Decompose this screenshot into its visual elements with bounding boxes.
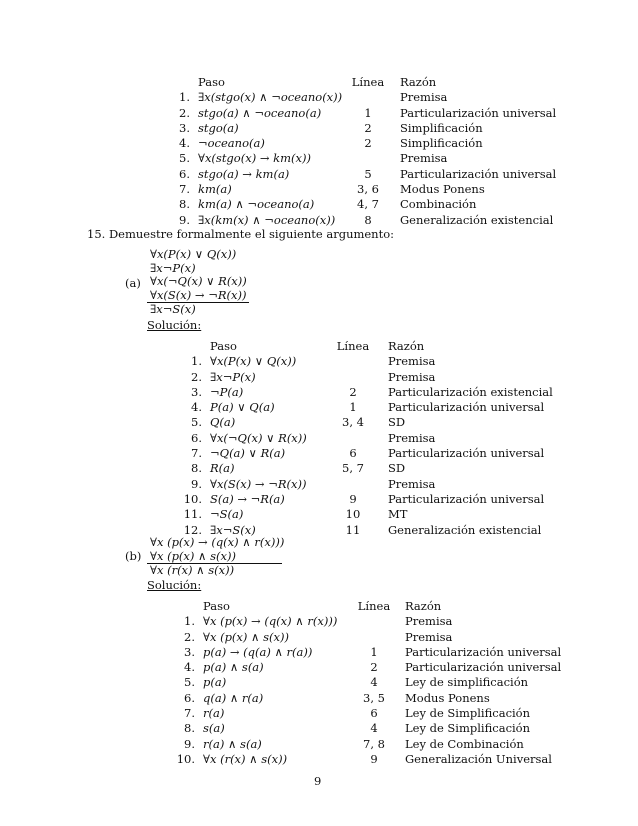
premise: ∃x¬P(x) [150, 260, 196, 275]
premise: ∀x(P(x) ∨ Q(x)) [150, 247, 237, 261]
table-row [180, 477, 553, 492]
step-formula: ∀x(P(x) ∨ Q(x)) [210, 354, 297, 369]
step-reason: Generalización existencial [388, 522, 542, 537]
step-formula: stgo(a) [198, 120, 239, 135]
step-number: 1. [179, 90, 190, 105]
conclusion: ∃x¬S(x) [150, 302, 196, 316]
table-header-row [168, 75, 556, 90]
step-line-ref [328, 354, 378, 369]
step-line-ref [328, 431, 378, 446]
step-formula: ∀x(stgo(x) → km(x)) [198, 151, 311, 166]
table-row [170, 721, 561, 736]
step-formula: p(a) ∧ s(a) [203, 660, 264, 675]
step-reason: Premisa [388, 476, 436, 491]
step-line-ref: 5, 7 [342, 461, 364, 476]
step-line-ref: 6 [370, 706, 378, 721]
step-reason: Premisa [388, 369, 436, 384]
step-line-ref: 3, 6 [357, 182, 379, 197]
step-number: 5. [179, 151, 190, 166]
table-row [170, 614, 561, 629]
table-row [168, 106, 556, 121]
step-number: 8. [191, 461, 202, 476]
step-line-ref: 7, 8 [363, 736, 385, 751]
step-number: 3. [184, 644, 195, 659]
table-row [168, 121, 556, 136]
step-reason: Modus Ponens [405, 690, 490, 705]
step-number: 5. [191, 415, 202, 430]
step-number: 7. [179, 182, 190, 197]
part-b-solution-label: Solución: [147, 578, 202, 592]
step-number: 12. [183, 522, 202, 537]
step-line-ref: 3, 4 [342, 415, 364, 430]
step-number: 8. [179, 197, 190, 212]
table-row [180, 507, 553, 522]
step-reason: Combinación [400, 197, 477, 212]
proof-table-a [180, 339, 553, 538]
header-razon: Razón [388, 339, 425, 353]
proof-table [168, 75, 556, 228]
part-a-label: (a) [125, 276, 141, 290]
step-formula: km(a) [198, 182, 232, 197]
step-formula: ¬S(a) [210, 507, 244, 522]
step-number: 7. [191, 446, 202, 461]
part-a-argument [150, 248, 249, 317]
step-number: 1. [191, 354, 202, 369]
table-row [170, 706, 561, 721]
exercise-text: Demuestre formalmente el siguiente argumento: [108, 227, 395, 241]
step-formula: s(a) [203, 721, 225, 736]
step-reason: Particularización universal [405, 660, 562, 675]
table-row [168, 182, 556, 197]
step-number: 10. [183, 491, 202, 506]
step-line-ref: 1 [349, 400, 357, 415]
table-row [180, 431, 553, 446]
step-formula: ¬P(a) [210, 384, 244, 399]
step-line-ref: 4, 7 [357, 197, 379, 212]
step-reason: Particularización universal [388, 446, 545, 461]
step-formula: ¬oceano(a) [198, 136, 265, 151]
step-line-ref: 2 [370, 660, 378, 675]
step-line-ref: 11 [345, 522, 361, 537]
proof-table [180, 339, 553, 538]
step-formula: q(a) ∧ r(a) [203, 690, 264, 705]
header-paso: Paso [210, 339, 237, 353]
step-number: 3. [179, 120, 190, 135]
step-reason: Premisa [405, 614, 453, 629]
step-formula: km(a) ∧ ¬oceano(a) [198, 197, 315, 212]
premise: ∀x (p(x) → (q(x) ∧ r(x))) [150, 535, 285, 549]
step-formula: ∃x(km(x) ∧ ¬oceano(x)) [198, 212, 336, 227]
table-row [170, 660, 561, 675]
step-reason: Premisa [405, 629, 453, 644]
step-reason: Ley de Combinación [405, 736, 524, 751]
step-formula: ¬Q(a) ∨ R(a) [210, 446, 286, 461]
step-reason: Ley de Simplificación [405, 706, 531, 721]
step-reason: Ley de Simplificación [405, 721, 531, 736]
step-line-ref: 2 [364, 136, 372, 151]
proof-table [170, 599, 561, 767]
step-number: 9. [191, 476, 202, 491]
step-formula: p(a) → (q(a) ∧ r(a)) [203, 644, 313, 659]
step-line-ref [328, 370, 378, 385]
step-formula: P(a) ∨ Q(a) [210, 400, 275, 415]
proof-table-1 [168, 75, 556, 228]
header-paso: Paso [198, 75, 225, 89]
step-reason: Particularización universal [388, 491, 545, 506]
table-row [168, 213, 556, 228]
step-number: 4. [191, 400, 202, 415]
table-row [180, 492, 553, 507]
table-row [168, 167, 556, 182]
table-row [180, 461, 553, 476]
step-reason: Particularización universal [388, 400, 545, 415]
step-formula: ∀x (r(x) ∧ s(x)) [203, 751, 288, 766]
step-line-ref: 2 [364, 120, 372, 135]
step-formula: Q(a) [210, 415, 236, 430]
table-row [180, 385, 553, 400]
step-formula: R(a) [210, 461, 235, 476]
step-number: 10. [176, 751, 195, 766]
step-formula: ∀x (p(x) → (q(x) ∧ r(x))) [203, 614, 338, 629]
table-header-row [180, 339, 553, 354]
table-row [180, 400, 553, 415]
step-reason: Particularización universal [405, 644, 562, 659]
step-reason: Particularización universal [400, 105, 557, 120]
step-line-ref: 5 [364, 166, 372, 181]
step-line-ref: 9 [370, 751, 378, 766]
step-reason: Premisa [400, 151, 448, 166]
step-number: 2. [184, 629, 195, 644]
table-row [180, 370, 553, 385]
table-header-row [170, 599, 561, 614]
step-reason: Ley de simplificación [405, 675, 529, 690]
step-line-ref: 1 [364, 105, 372, 120]
step-formula: ∃x¬P(x) [210, 369, 256, 384]
step-reason: Modus Ponens [400, 182, 485, 197]
step-reason: Premisa [388, 354, 436, 369]
header-paso: Paso [203, 599, 230, 613]
premise: ∀x (p(x) ∧ s(x)) [150, 548, 236, 563]
step-formula: stgo(a) ∧ ¬oceano(a) [198, 105, 322, 120]
page-number: 9 [314, 774, 322, 788]
conclusion: ∀x (r(x) ∧ s(x)) [150, 563, 235, 577]
exercise-heading [87, 227, 394, 241]
step-line-ref: 4 [370, 675, 378, 690]
step-reason: Simplificación [400, 120, 483, 135]
table-row [168, 136, 556, 151]
step-number: 2. [191, 369, 202, 384]
step-line-ref [346, 151, 390, 166]
exercise-number: 15. [87, 227, 106, 241]
step-reason: Generalización Universal [405, 751, 552, 766]
table-row [170, 630, 561, 645]
step-formula: ∀x(S(x) → ¬R(x)) [210, 476, 307, 491]
step-number: 4. [179, 136, 190, 151]
table-row [170, 737, 561, 752]
step-formula: p(a) [203, 675, 227, 690]
step-number: 11. [183, 507, 202, 522]
table-row [168, 197, 556, 212]
step-line-ref [346, 90, 390, 105]
step-number: 1. [184, 614, 195, 629]
step-formula: ∀x (p(x) ∧ s(x)) [203, 629, 289, 644]
header-linea: Línea [357, 599, 391, 613]
step-reason: MT [388, 507, 408, 522]
step-number: 9. [184, 736, 195, 751]
step-number: 6. [191, 430, 202, 445]
step-line-ref: 6 [349, 446, 357, 461]
step-formula: stgo(a) → km(a) [198, 166, 290, 181]
step-formula: ∀x(¬Q(x) ∨ R(x)) [210, 430, 307, 445]
part-b-argument [150, 536, 284, 578]
step-line-ref: 3, 5 [363, 690, 385, 705]
step-reason: SD [388, 461, 406, 476]
table-row [170, 645, 561, 660]
step-formula: ∃x¬S(x) [210, 522, 256, 537]
step-reason: Particularización existencial [388, 384, 553, 399]
step-reason: Premisa [388, 430, 436, 445]
table-row [168, 151, 556, 166]
step-line-ref [328, 477, 378, 492]
table-row [180, 446, 553, 461]
step-line-ref: 1 [370, 644, 378, 659]
table-row [170, 675, 561, 690]
table-row [170, 752, 561, 767]
step-number: 9. [179, 212, 190, 227]
step-line-ref: 8 [364, 212, 372, 227]
step-line-ref: 10 [345, 507, 361, 522]
table-row [170, 691, 561, 706]
step-line-ref: 4 [370, 721, 378, 736]
step-line-ref [353, 630, 395, 645]
step-number: 8. [184, 721, 195, 736]
step-reason: Simplificación [400, 136, 483, 151]
step-formula: r(a) ∧ s(a) [203, 736, 262, 751]
step-reason: SD [388, 415, 406, 430]
premise: ∀x(¬Q(x) ∨ R(x)) [150, 274, 247, 288]
part-b-label: (b) [125, 549, 142, 563]
header-razon: Razón [400, 75, 437, 89]
header-linea: Línea [336, 339, 370, 353]
step-reason: Generalización existencial [400, 212, 554, 227]
step-formula: S(a) → ¬R(a) [210, 491, 285, 506]
step-number: 5. [184, 675, 195, 690]
step-reason: Premisa [400, 90, 448, 105]
header-linea: Línea [351, 75, 385, 89]
step-formula: ∃x(stgo(x) ∧ ¬oceano(x)) [198, 90, 343, 105]
step-number: 6. [184, 690, 195, 705]
table-row [180, 415, 553, 430]
step-number: 4. [184, 660, 195, 675]
table-row [180, 354, 553, 369]
step-number: 6. [179, 166, 190, 181]
step-line-ref [353, 614, 395, 629]
header-razon: Razón [405, 599, 442, 613]
step-line-ref: 9 [349, 491, 357, 506]
part-a-solution-label: Solución: [147, 318, 202, 332]
step-reason: Particularización universal [400, 166, 557, 181]
step-number: 7. [184, 706, 195, 721]
step-line-ref: 2 [349, 384, 357, 399]
step-number: 3. [191, 384, 202, 399]
step-formula: r(a) [203, 706, 225, 721]
premise: ∀x(S(x) → ¬R(x)) [150, 287, 247, 302]
step-number: 2. [179, 105, 190, 120]
proof-table-b [170, 599, 561, 767]
table-row [168, 90, 556, 105]
